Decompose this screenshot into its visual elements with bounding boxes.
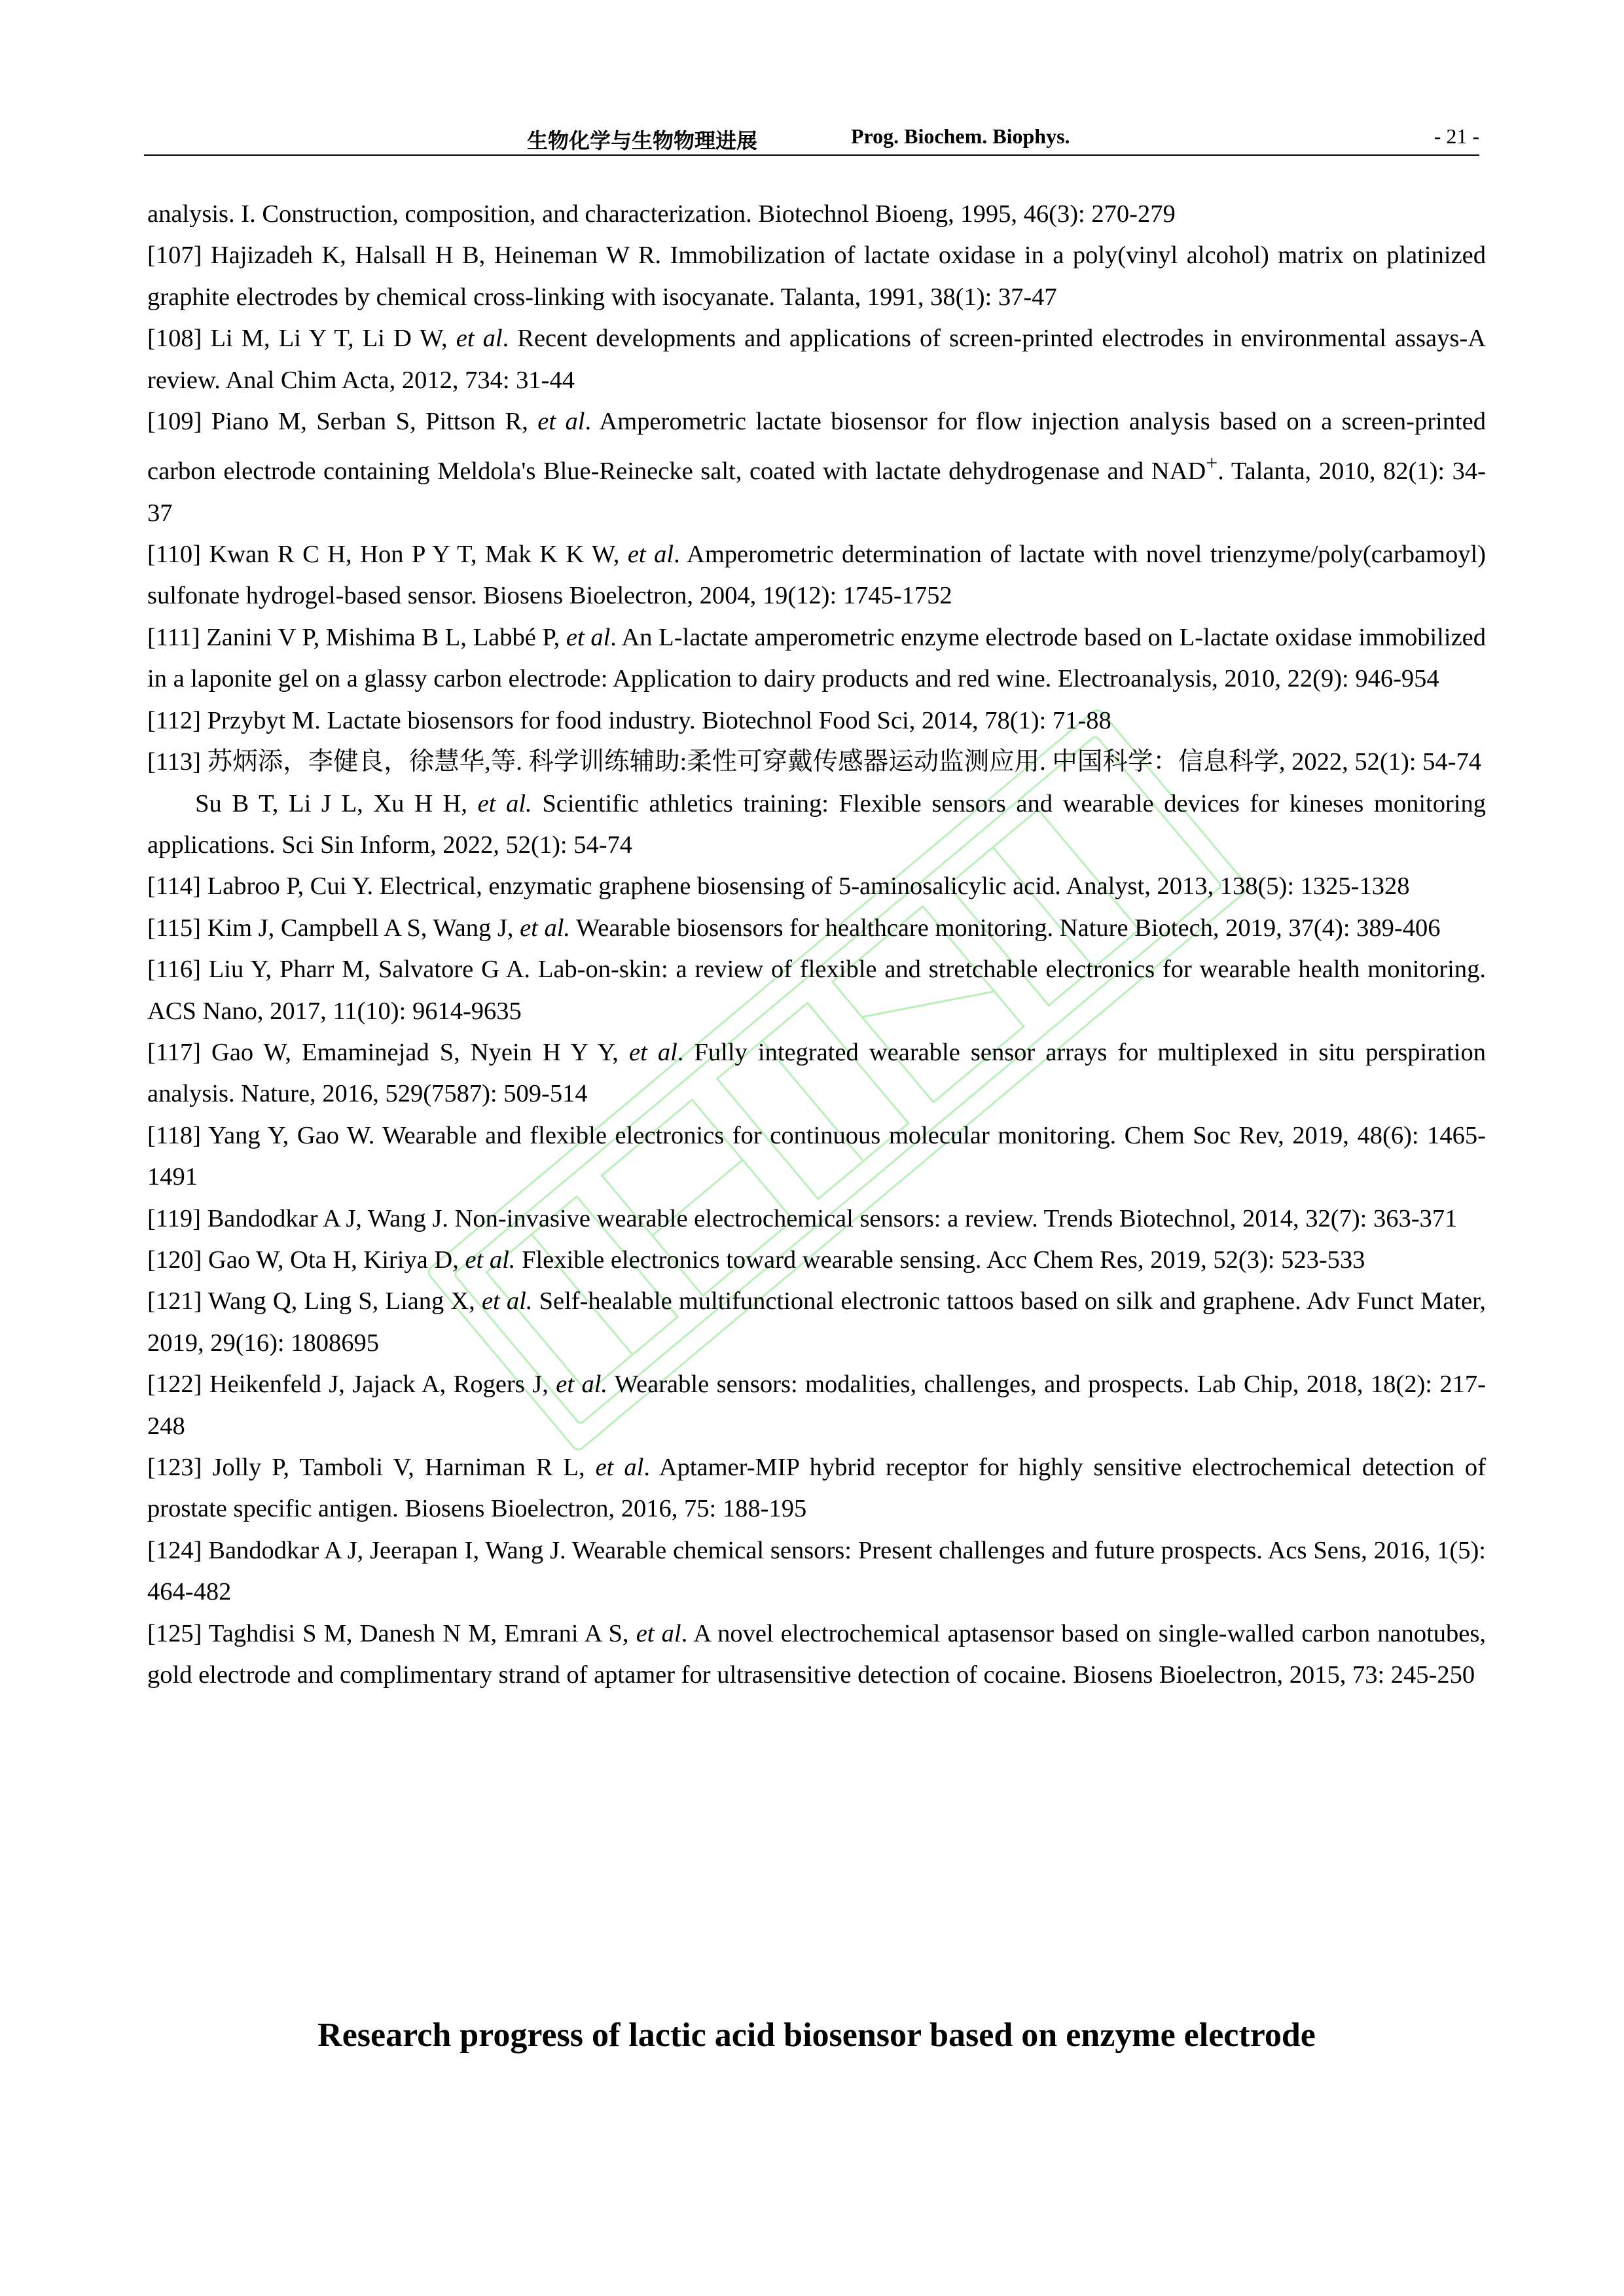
reference-text: [110] Kwan R C H, Hon P Y T, Mak K K W,: [147, 541, 628, 569]
reference-italic-text: et al: [595, 1454, 644, 1482]
reference-entry: [147, 617, 1486, 700]
reference-italic-text: et al: [566, 623, 611, 651]
reference-text: [117] Gao W, Emaminejad S, Nyein H Y Y,: [147, 1038, 629, 1066]
reference-text: [120] Gao W, Ota H, Kiriya D,: [147, 1246, 465, 1274]
reference-italic-text: et al: [628, 1038, 677, 1066]
journal-name-english: Prog. Biochem. Biophys.: [851, 124, 1070, 148]
reference-entry: [147, 949, 1486, 1032]
reference-text: [111] Zanini V P, Mishima B L, Labbé P,: [147, 623, 566, 651]
reference-italic-text: et al.: [465, 1246, 516, 1274]
reference-entry: [147, 742, 1486, 783]
reference-text: [109] Piano M, Serban S, Pittson R,: [147, 408, 538, 436]
reference-text: Su B T, Li J L, Xu H H,: [195, 789, 478, 817]
reference-text: . An L-lactate amperometric enzyme electrode based on L-lactate oxidase immobilized in a laponite gel on a glassy carbon electrode: Application to dairy products and red wine. Electroanalysis, 2010, 22(9): 946-954: [147, 623, 1486, 693]
reference-italic-text: et al.: [556, 1371, 608, 1399]
english-article-title: Research progress of lactic acid biosensor based on enzyme electrode: [317, 2017, 1316, 2054]
reference-entry: [147, 1198, 1486, 1240]
reference-text: [118] Yang Y, Gao W. Wearable and flexible electronics for continuous molecular monitoring. Chem Soc Rev, 2019, 48(6): 1465-1491: [147, 1121, 1486, 1191]
reference-text: [108] Li M, Li Y T, Li D W,: [147, 325, 456, 353]
reference-text: [116] Liu Y, Pharr M, Salvatore G A. Lab-on-skin: a review of flexible and stretchable electronics for wearable health monitoring. ACS Nano, 2017, 11(10): 9614-9635: [147, 956, 1486, 1025]
journal-name-chinese: 生物化学与生物物理进展: [527, 129, 758, 152]
reference-text: [124] Bandodkar A J, Jeerapan I, Wang J. Wearable chemical sensors: Present challenges and future prospects. Acs Sens, 2016, 1(5): 464-482: [147, 1536, 1486, 1606]
reference-entry: [147, 1281, 1486, 1364]
reference-text: [113] 苏炳添，李健良，徐慧华,等. 科学训练辅助:柔性可穿戴传感器运动监测应用. 中国科学：信息科学, 2022, 52(1): 54-74: [147, 748, 1481, 776]
reference-text: [121] Wang Q, Ling S, Liang X,: [147, 1287, 482, 1316]
reference-entry: [147, 1032, 1486, 1115]
reference-text: [119] Bandodkar A J, Wang J. Non-invasive wearable electrochemical sensors: a review. Trends Biotechnol, 2014, 32(7): 363-371: [147, 1204, 1458, 1232]
reference-entry: [147, 318, 1486, 401]
reference-entry: [147, 783, 1486, 867]
reference-text: . Fully integrated wearable sensor arrays for multiplexed in situ perspiration analysis. Nature, 2016, 529(7587): 509-514: [147, 1038, 1486, 1108]
reference-text: [112] Przybyt M. Lactate biosensors for food industry. Biotechnol Food Sci, 2014, 78(1): 71-88: [147, 706, 1111, 734]
reference-list: [147, 194, 1486, 1696]
reference-entry: [147, 866, 1486, 907]
reference-italic-text: et al: [636, 1619, 681, 1647]
reference-entry: [147, 1240, 1486, 1281]
reference-text: [123] Jolly P, Tamboli V, Harniman R L,: [147, 1454, 596, 1482]
reference-text: [125] Taghdisi S M, Danesh N M, Emrani A S,: [147, 1619, 636, 1647]
reference-text: . Recent developments and applications of screen-printed electrodes in environmental assays-A review. Anal Chim Acta, 2012, 734: 31-44: [147, 325, 1487, 394]
reference-text: Wearable sensors: modalities, challenges, and prospects. Lab Chip, 2018, 18(2): 217-248: [147, 1371, 1486, 1440]
reference-text: Self-healable multifunctional electronic tattoos based on silk and graphene. Adv Funct Mater, 2019, 29(16): 1808695: [147, 1287, 1486, 1357]
reference-italic-text: et al.: [481, 1287, 533, 1316]
reference-text: Scientific athletics training: Flexible sensors and wearable devices for kineses monitoring applications. Sci Sin Inform, 2022, 52(1): 54-74: [147, 789, 1486, 859]
page-number: - 21 -: [1434, 124, 1479, 148]
reference-entry: [147, 1364, 1486, 1447]
reference-entry: [147, 401, 1486, 534]
reference-text: . Aptamer-MIP hybrid receptor for highly sensitive electrochemical detection of prostate specific antigen. Biosens Bioelectron, 2016, 75: 188-195: [147, 1454, 1487, 1523]
reference-text: [122] Heikenfeld J, Jajack A, Rogers J,: [147, 1371, 556, 1399]
reference-italic-text: et al: [456, 325, 503, 353]
reference-entry: [147, 1447, 1486, 1530]
running-header: [144, 124, 1479, 156]
reference-entry: [147, 1115, 1486, 1198]
reference-entry: [147, 908, 1486, 949]
reference-entry: [147, 235, 1486, 318]
reference-text: Wearable biosensors for healthcare monitoring. Nature Biotech, 2019, 37(4): 389-406: [570, 914, 1441, 942]
reference-text: analysis. I. Construction, composition, and characterization. Biotechnol Bioeng, 1995, 46(3): 270-279: [147, 200, 1176, 228]
reference-text: [114] Labroo P, Cui Y. Electrical, enzymatic graphene biosensing of 5-aminosalicylic acid. Analyst, 2013, 138(5): 1325-1328: [147, 872, 1410, 901]
reference-entry: [147, 534, 1486, 617]
reference-italic-text: et al: [627, 541, 674, 569]
reference-italic-text: et al.: [520, 914, 571, 942]
reference-text: . Talanta, 2010, 82(1): 34-37: [147, 457, 1486, 527]
reference-text: [107] Hajizadeh K, Halsall H B, Heineman W R. Immobilization of lactate oxidase in a poly(vinyl alcohol) matrix on platinized graphite electrodes by chemical cross-linking with isocyanate. Talanta, 1991, 38(1): 37-47: [147, 242, 1486, 311]
reference-entry: [147, 1613, 1486, 1696]
reference-text: . Amperometric lactate biosensor for flow injection analysis based on a screen-printed carbon electrode containing Meldola's Blue-Reinecke salt, coated with lactate dehydrogenase and NAD: [147, 408, 1486, 486]
reference-italic-text: et al: [537, 408, 585, 436]
reference-text: [115] Kim J, Campbell A S, Wang J,: [147, 914, 520, 942]
reference-entry: [147, 194, 1486, 235]
reference-text: . A novel electrochemical aptasensor based on single-walled carbon nanotubes, gold electrode and complimentary strand of aptamer for ultrasensitive detection of cocaine. Biosens Bioelectron, 2015, 73: 245-250: [147, 1619, 1486, 1689]
reference-text: Flexible electronics toward wearable sensing. Acc Chem Res, 2019, 52(3): 523-533: [515, 1246, 1365, 1274]
reference-superscript: +: [1206, 451, 1218, 475]
reference-entry: [147, 700, 1486, 742]
reference-italic-text: et al.: [477, 789, 532, 817]
reference-text: . Amperometric determination of lactate with novel trienzyme/poly(carbamoyl) sulfonate hydrogel-based sensor. Biosens Bioelectron, 2004, 19(12): 1745-1752: [147, 541, 1487, 610]
reference-entry: [147, 1530, 1486, 1613]
